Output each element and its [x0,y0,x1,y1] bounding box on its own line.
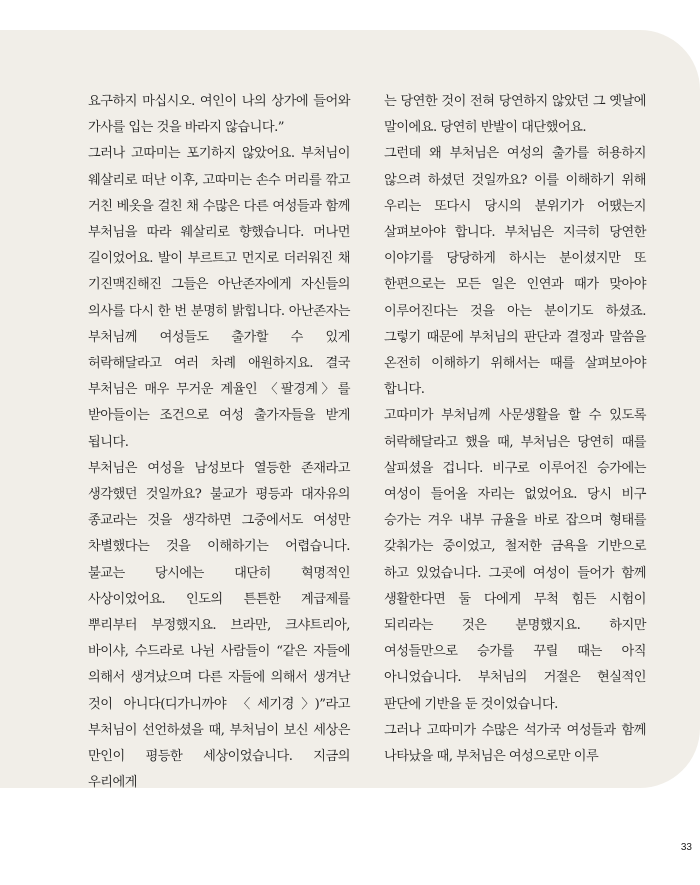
paragraph: 그러나 고따미는 포기하지 않았어요. 부처님이 웨살리로 떠난 이후, 고따미는 손수 머리를 깎고 거친 베옷을 걸친 채 수많은 다른 여성들과 함께 부처님을 따라 웨살리로 향했습니다. 머나먼 길이었어요. 발이 부르트고 먼지로 더러워진 채 기진맥진해진 그들은 아난존자에게 자신들의 의사를 다시 한 번 분명히 밝힙니다. 아난존자는 부처님께 여성들도 출가할 수 있게 허락해달라고 여러 차례 애원하지요. 결국 부처님은 매우 무거운 계율인 〈팔경계〉를 받아들이는 조건으로 여성 출가자들을 받게 됩니다. [88,146,350,450]
paragraph: 고따미가 부처님께 사문생활을 할 수 있도록 허락해달라고 했을 때, 부처님은 당연히 때를 살피셨을 겁니다. 비구로 이루어진 승가에는 여성이 들어올 자리는 없었어요. 당시 비구 승가는 겨우 내부 규율을 바로 잡으며 형태를 갖춰가는 중이었고, 철저한 금욕을 기반으로 하고 있었습니다. 그곳에 여성이 들어가 함께 생활한다면 둘 다에게 무척 힘든 시험이 되리라는 것은 분명했지요. 하지만 여성들만으로 승가를 꾸릴 때는 아직 아니었습니다. 부처님의 거절은 현실적인 판단에 기반을 둔 것이었습니다. [384,408,646,712]
paragraph: 요구하지 마십시오. 여인이 나의 상가에 들어와 가사를 입는 것을 바라지 않습니다.” [88,94,350,136]
left-text-column [88,89,350,796]
paragraph: 부처님은 여성을 남성보다 열등한 존재라고 생각했던 것일까요? 불교가 평등과 대자유의 종교라는 것을 생각하면 그중에서도 여성만 차별했다는 것을 이해하기는 어렵습니다. 불교는 당시에는 대단히 혁명적인 사상이었어요. 인도의 튼튼한 계급제를 뿌리부터 부정했지요. 브라만, 크샤트리아, 바이샤, 수드라로 나뉜 사람들이 “같은 자들에 의해서 생겨났으며 다른 자들에 의해서 생겨난 것이 아니다(디가니까야 〈세기경〉)”라고 부처님이 선언하셨을 때, 부처님이 보신 세상은 만인이 평등한 세상이었습니다. 지금의 우리에게 [88,460,350,791]
paragraph: 그러나 고따미가 수많은 석가국 여성들과 함께 나타났을 때, 부처님은 여성으로만 이루 [384,722,646,765]
right-text-column [384,89,646,770]
paragraph: 그런데 왜 부처님은 여성의 출가를 허용하지 않으려 하셨던 것일까요? 이를 이해하기 위해 우리는 또다시 당시의 분위기가 어땠는지 살펴보아야 합니다. 부처님은 지극히 당연한 이야기를 당당하게 하시는 분이셨지만 또 한편으로는 모든 일은 인연과 때가 맞아야 이루어진다는 것을 아는 분이기도 하셨죠. 그렇기 때문에 부처님의 판단과 결정과 말씀을 온전히 이해하기 위해서는 때를 살펴보아야 합니다. [384,146,646,398]
paragraph: 는 당연한 것이 전혀 당연하지 않았던 그 옛날에 말이에요. 당연히 반발이 대단했어요. [384,94,646,136]
page-number: 33 [680,842,692,853]
